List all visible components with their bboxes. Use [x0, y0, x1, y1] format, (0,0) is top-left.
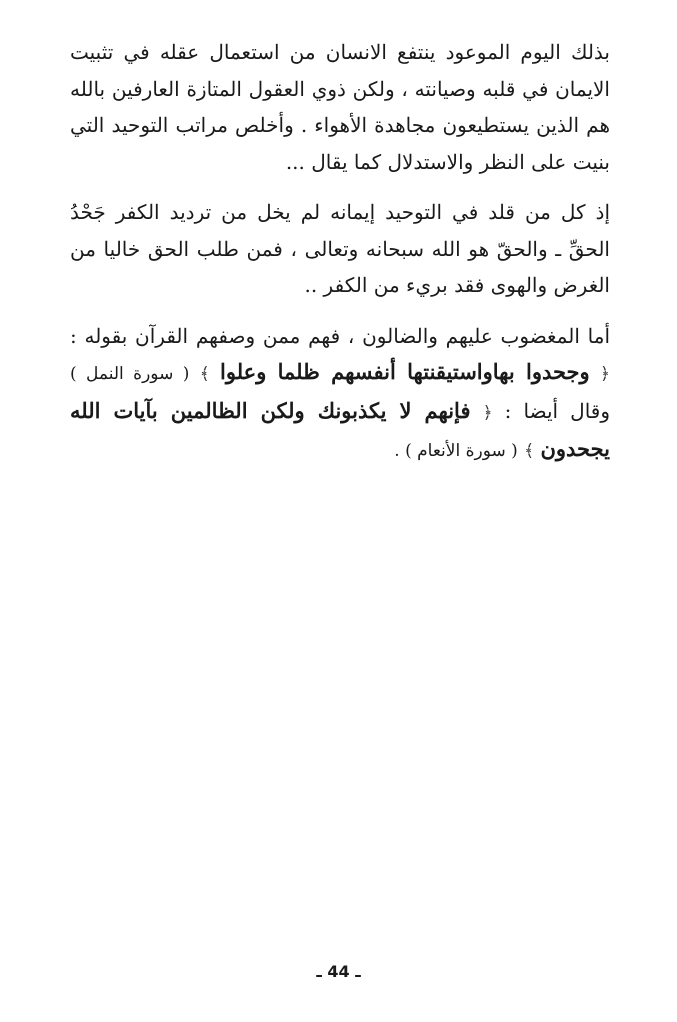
paragraph-2: إذ كل من قلد في التوحيد إيمانه لم يخل من ترديد الكفر جَحْدُ الحقِّ ـ والحقّ هو الله سبحانه وتعالى ، فمن طلب الحق خاليا من الغرض والهوى فقد بريء من الكفر .. — [70, 200, 610, 297]
quran-quote-2: فإنهم لا يكذبونك ولكن الظالمين بآيات الله يجحدون — [70, 397, 610, 461]
paragraph-3-intro: أما المغضوب عليهم والضالون ، فهم ممن وصفهم القرآن بقوله : — [70, 323, 610, 348]
quran-reference-2: ( سورة الأنعام ) . — [394, 441, 518, 461]
quran-brace-close-2: ﴾ — [524, 441, 535, 461]
page-body — [70, 34, 610, 470]
quran-reference-1: ( سورة النمل ) — [70, 364, 190, 384]
page-number: ـ 44 ـ — [316, 962, 361, 981]
also-said-label: وقال أيضا : — [504, 398, 611, 423]
paragraph-3 — [70, 318, 610, 470]
paragraph-1: بذلك اليوم الموعود ينتفع الانسان من استعمال عقله في تثبيت الايمان في قلبه وصيانته ، ولكن ذوي العقول المتازة العارفين بالله هم الذين يستطيعون مجاهدة الأهواء . وأخلص مراتب التوحيد التي بنيت على النظر والاستدلال كما يقال ... — [70, 40, 610, 174]
quran-quote-1: وجحدوا بهاواستيقنتها أنفسهم ظلما وعلوا — [220, 359, 590, 384]
quran-brace-open-2: ﴿ — [482, 402, 493, 423]
quran-brace-close: ﴾ — [199, 364, 210, 384]
quran-brace-open: ﴿ — [600, 364, 611, 384]
